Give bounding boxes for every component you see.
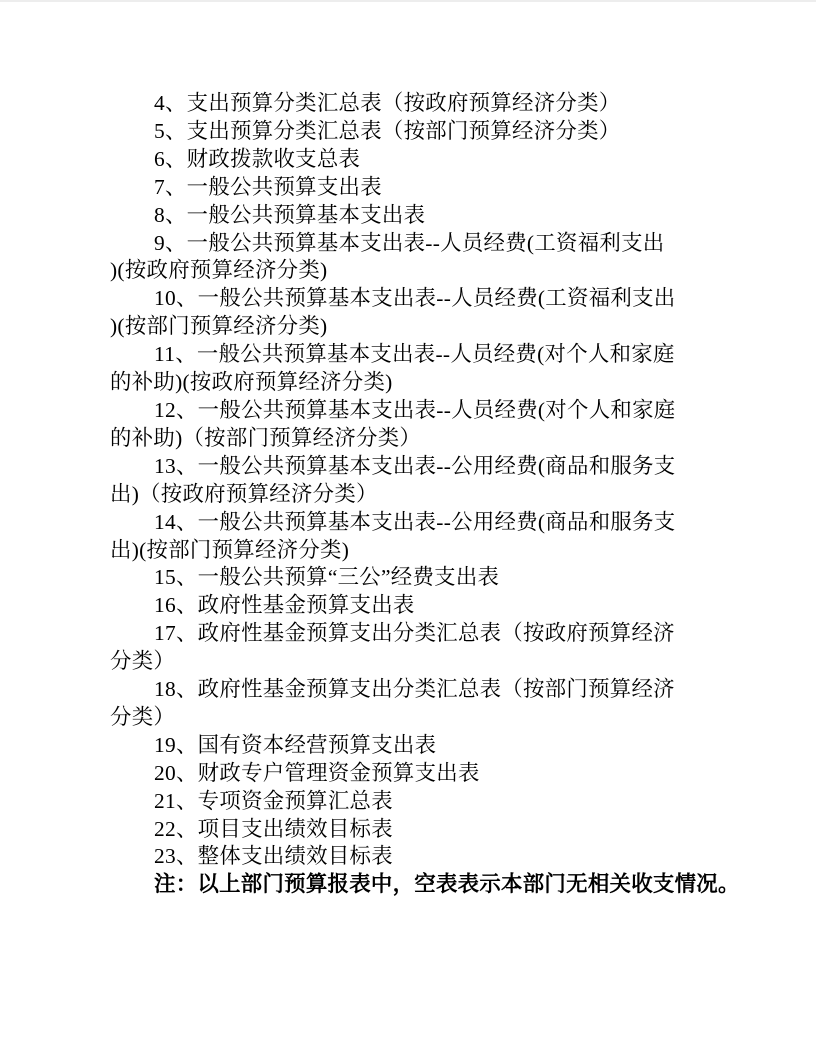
list-item — [110, 592, 716, 620]
list-item-line: 23、整体支出绩效目标表 — [154, 844, 393, 869]
list-item — [110, 788, 716, 816]
list-item-line: 分类） — [110, 704, 176, 729]
list-item-line: 8、一般公共预算基本支出表 — [154, 202, 426, 227]
list-item — [110, 202, 716, 230]
list-item-line: 11、一般公共预算基本支出表--人员经费(对个人和家庭 — [154, 342, 675, 367]
list-item — [110, 174, 716, 202]
list-item — [110, 564, 716, 592]
list-item-line: 14、一般公共预算基本支出表--公用经费(商品和服务支 — [154, 509, 676, 534]
list-item — [110, 397, 716, 453]
list-item — [110, 816, 716, 844]
list-item — [110, 760, 716, 788]
list-item — [110, 341, 716, 397]
footnote-line: 注：以上部门预算报表中，空表表示本部门无相关收支情况。 — [154, 872, 740, 897]
list-item-line: 4、支出预算分类汇总表（按政府预算经济分类） — [154, 91, 621, 115]
list-item — [110, 90, 716, 118]
list-item-line: 15、一般公共预算“三公”经费支出表 — [154, 565, 500, 590]
list-item-line: 5、支出预算分类汇总表（按部门预算经济分类） — [154, 118, 621, 143]
budget-table-list — [110, 90, 740, 899]
list-item-line: 出)（按政府预算经济分类） — [110, 481, 378, 506]
list-item-line: )(按部门预算经济分类) — [110, 314, 328, 339]
list-item — [110, 146, 716, 174]
list-item-line: 9、一般公共预算基本支出表--人员经费(工资福利支出 — [154, 230, 665, 255]
list-item-line: 12、一般公共预算基本支出表--人员经费(对个人和家庭 — [154, 397, 676, 422]
list-item — [110, 843, 716, 871]
list-item-line: 13、一般公共预算基本支出表--公用经费(商品和服务支 — [154, 453, 676, 478]
list-item-line: 20、财政专户管理资金预算支出表 — [154, 760, 480, 785]
list-item-line: 的补助)(按政府预算经济分类) — [110, 370, 393, 395]
list-item-line: 的补助)（按部门预算经济分类） — [110, 425, 422, 450]
list-item-line: 17、政府性基金预算支出分类汇总表（按政府预算经济 — [154, 621, 675, 646]
list-item — [110, 230, 716, 286]
list-item — [110, 676, 716, 732]
list-item — [110, 509, 716, 565]
footnote — [110, 871, 740, 899]
list-item-line: 19、国有资本经营预算支出表 — [154, 732, 437, 757]
list-item-line: 6、财政拨款收支总表 — [154, 146, 361, 171]
list-item — [110, 620, 716, 676]
list-item-line: 10、一般公共预算基本支出表--人员经费(工资福利支出 — [154, 286, 676, 311]
list-item — [110, 285, 716, 341]
list-item-line: 分类） — [110, 649, 176, 674]
list-item-line: 16、政府性基金预算支出表 — [154, 593, 415, 618]
list-item-line: 18、政府性基金预算支出分类汇总表（按部门预算经济 — [154, 677, 675, 702]
list-item — [110, 118, 716, 146]
list-item — [110, 732, 716, 760]
list-item-line: 21、专项资金预算汇总表 — [154, 788, 393, 813]
list-item-line: 7、一般公共预算支出表 — [154, 174, 382, 199]
page-top-edge — [0, 0, 816, 2]
list-item-line: 22、项目支出绩效目标表 — [154, 816, 393, 841]
list-item-line: )(按政府预算经济分类) — [110, 258, 328, 283]
list-item-line: 出)(按部门预算经济分类) — [110, 537, 350, 562]
list-item — [110, 453, 716, 509]
